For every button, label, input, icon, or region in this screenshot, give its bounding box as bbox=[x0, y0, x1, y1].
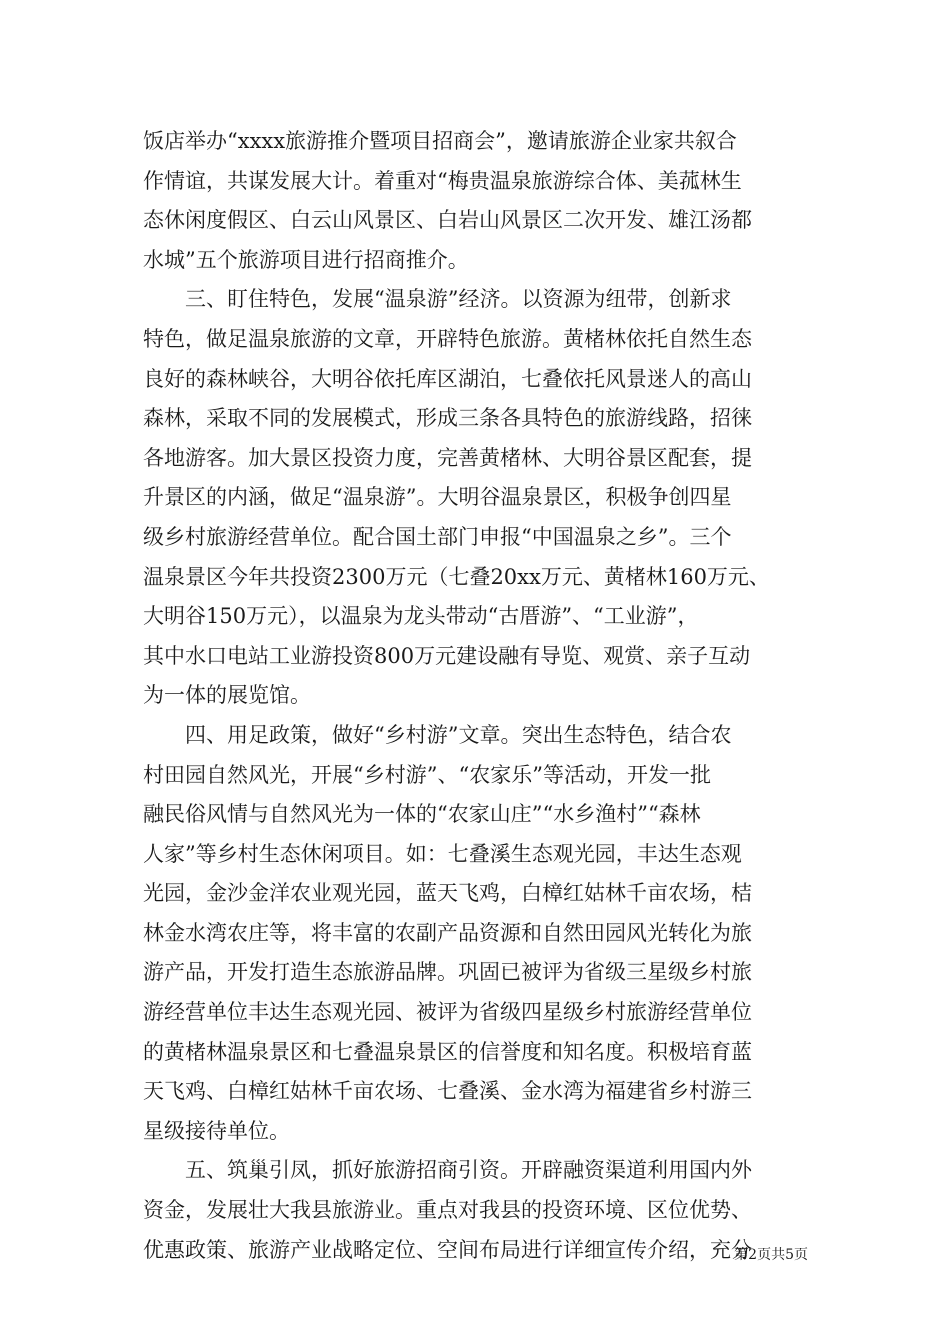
text-line: 天飞鸡、白樟红姑林千亩农场、七叠溪、金水湾为福建省乡村游三 bbox=[143, 1079, 752, 1104]
text-line: 林金水湾农庄等，将丰富的农副产品资源和自然田园风光转化为旅 bbox=[143, 920, 752, 945]
text-line: 游产品，开发打造生态旅游品牌。巩固已被评为省级三星级乡村旅 bbox=[143, 960, 752, 985]
page-number: 第2页共5页 bbox=[734, 1247, 808, 1263]
text-line: 良好的森林峡谷，大明谷依托库区湖泊，七叠依托风景迷人的高山 bbox=[143, 366, 752, 391]
text-line: 星级接待单位。 bbox=[143, 1118, 290, 1143]
text-line: 资金，发展壮大我县旅游业。重点对我县的投资环境、区位优势、 bbox=[143, 1198, 752, 1223]
text-line: 级乡村旅游经营单位。配合国土部门申报“中国温泉之乡”。三个 bbox=[143, 524, 732, 549]
text-line: 游经营单位丰达生态观光园、被评为省级四星级乡村旅游经营单位 bbox=[143, 1000, 752, 1025]
text-line: 饭店举办“xxxx旅游推介暨项目招商会”，邀请旅游企业家共叙合 bbox=[143, 129, 737, 153]
document-body bbox=[143, 122, 809, 1270]
text-line: 融民俗风情与自然风光为一体的“农家山庄”“水乡渔村”“森林 bbox=[143, 802, 701, 827]
text-line: 升景区的内涵，做足“温泉游”。大明谷温泉景区，积极争创四星 bbox=[143, 485, 732, 510]
text-line: 光园，金沙金洋农业观光园，蓝天飞鸡，白樟红姑林千亩农场，桔 bbox=[143, 881, 752, 906]
text-line: 各地游客。加大景区投资力度，完善黄楮林、大明谷景区配套，提 bbox=[143, 445, 752, 470]
text-line: 态休闲度假区、白云山风景区、白岩山风景区二次开发、雄江汤都 bbox=[143, 208, 752, 233]
text-line: 其中水口电站工业游投资800万元建设融有导览、观赏、亲子互动 bbox=[143, 643, 751, 668]
text-line: 水城”五个旅游项目进行招商推介。 bbox=[143, 247, 469, 272]
text-line: 特色，做足温泉旅游的文章，开辟特色旅游。黄楮林依托自然生态 bbox=[143, 326, 752, 351]
text-line: 四、用足政策，做好“乡村游”文章。突出生态特色，结合农 bbox=[185, 722, 732, 747]
text-line: 的黄楮林温泉景区和七叠温泉景区的信誉度和知名度。积极培育蓝 bbox=[143, 1039, 752, 1064]
text-line: 村田园自然风光，开展“乡村游”、“农家乐”等活动，开发一批 bbox=[143, 762, 711, 787]
text-line: 森林，采取不同的发展模式，形成三条各具特色的旅游线路，招徕 bbox=[143, 406, 752, 431]
text-line: 五、筑巢引凤，抓好旅游招商引资。开辟融资渠道利用国内外 bbox=[185, 1158, 752, 1183]
text-line: 大明谷150万元），以温泉为龙头带动“古厝游”、“工业游”， bbox=[143, 604, 699, 629]
text-line: 作情谊，共谋发展大计。着重对“梅贵温泉旅游综合体、美菰林生 bbox=[143, 168, 742, 193]
text-line: 优惠政策、旅游产业战略定位、空间布局进行详细宣传介绍，充分 bbox=[143, 1237, 752, 1262]
text-line: 温泉景区今年共投资2300万元（七叠20xx万元、黄楮林160万元、 bbox=[143, 564, 770, 589]
text-line: 人家”等乡村生态休闲项目。如：七叠溪生态观光园，丰达生态观 bbox=[143, 841, 742, 866]
text-line: 三、盯住特色，发展“温泉游”经济。以资源为纽带，创新求 bbox=[185, 287, 732, 312]
text-line: 为一体的展览馆。 bbox=[143, 683, 311, 708]
